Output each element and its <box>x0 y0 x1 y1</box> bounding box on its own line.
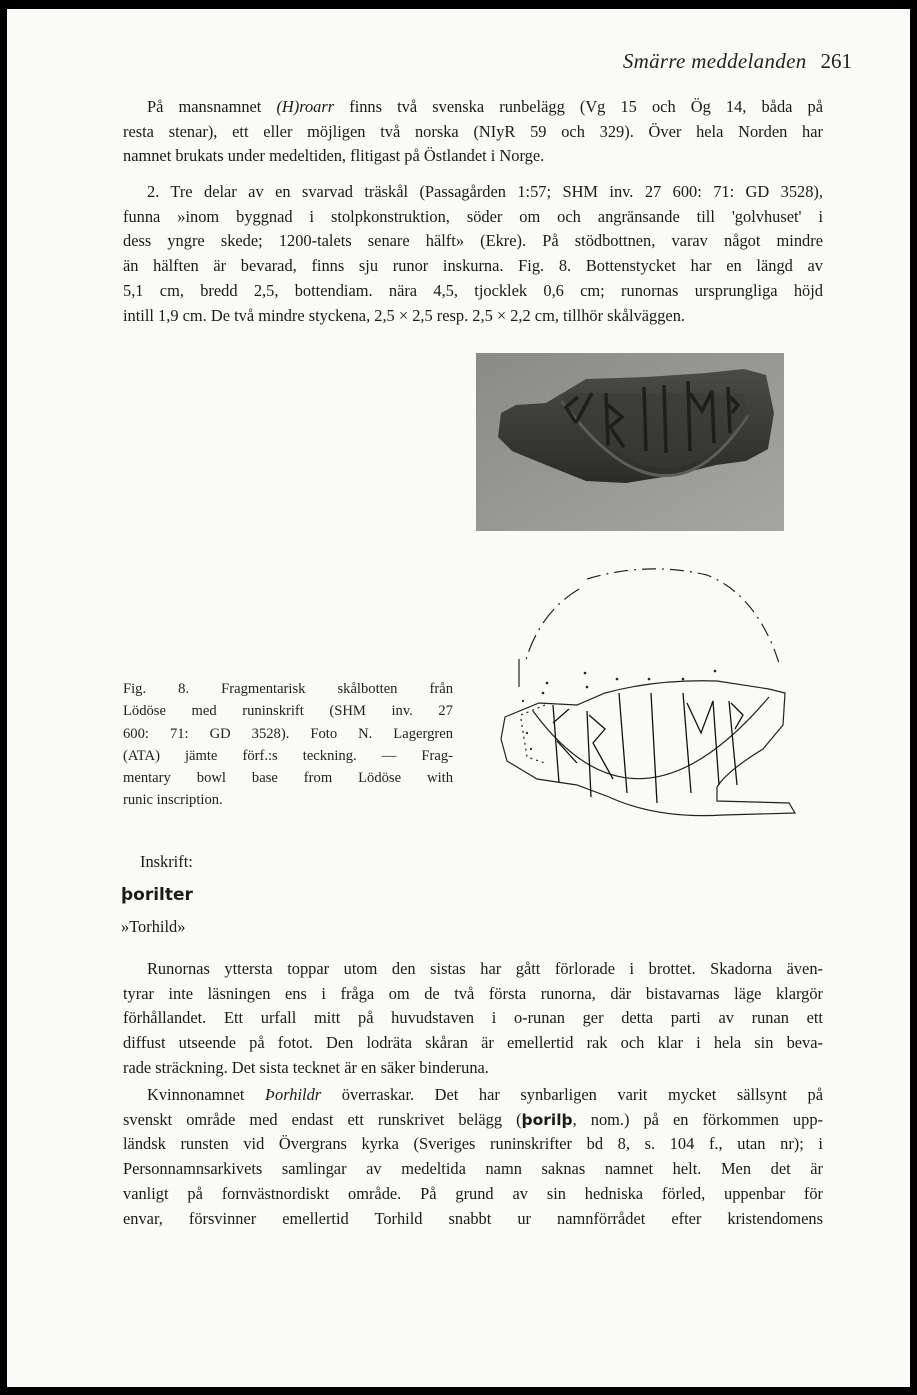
text-line: funna »inom byggnad i stolpkonstruktion, söder om och angränsande till 'golvhuset' i <box>123 206 823 226</box>
text-line: 2. Tre delar av en svarvad träskål (Passagården 1:57; SHM inv. 27 600: 71: GD 3528), <box>147 182 823 201</box>
text-line: diffust utseende på fotot. Den lodräta skåran är emellertid rak och klar i hela sin beva- <box>123 1033 823 1053</box>
running-header-title: Smärre meddelanden <box>622 49 807 73</box>
text-line: Runornas yttersta toppar utom den sistas har gått förlorade i brottet. Skadorna även- <box>147 959 823 978</box>
paragraph-bowl-description <box>123 180 823 328</box>
caption-line: Fig. 8. Fragmentarisk skålbotten från <box>123 681 453 697</box>
text-line: Kvinnonamnet Þorhildr överraskar. Det har synbarligen varit mycket sällsynt på <box>147 1085 824 1104</box>
figure-caption <box>123 678 453 812</box>
paragraph-roarr <box>123 95 823 169</box>
text-line: 5,1 cm, bredd 2,5, bottendiam. nära 4,5, tjocklek 0,6 cm; runornas ursprungliga höjd <box>123 280 823 300</box>
text-line: rade sträckning. Det sista tecknet är en säker binderuna. <box>123 1057 489 1077</box>
runic-inscription: þorilter <box>121 885 193 905</box>
text-line: än hälften är bevarad, finns sju runor inskurna. Fig. 8. Bottenstycket har en längd av <box>123 256 823 276</box>
italic-name: (H)roarr <box>276 97 335 116</box>
caption-line: Lödöse med runinskrift (SHM inv. 27 <box>123 703 453 720</box>
inscription-label: Inskrift: <box>140 852 193 871</box>
bowl-fragment-photo <box>476 353 784 531</box>
text-line: intill 1,9 cm. De två mindre styckena, 2,5 × 2,5 resp. 2,5 × 2,2 cm, tillhör skålväggen. <box>123 305 686 325</box>
caption-line: 600: 71: GD 3528). Foto N. Lagergren <box>123 725 453 742</box>
running-header <box>623 49 852 74</box>
text-line: ländsk runsten vid Övergrans kyrka (Sveriges runinskrifter bd 8, s. 104 f., utan nr); i <box>123 1134 823 1154</box>
text-line: På mansnamnet (H)roarr finns två svenska runbelägg (Vg 15 och Ög 14, båda på <box>147 97 823 116</box>
text-line: förhållandet. Ett urfall mitt på huvudstaven i o-runan ger detta parti av runan ett <box>123 1008 823 1028</box>
bowl-fragment-drawing <box>487 553 809 825</box>
inscription-transliteration: »Torhild» <box>121 917 186 936</box>
paragraph-reading-notes <box>123 957 823 1081</box>
page-number: 261 <box>820 49 852 73</box>
text-line: resta stenar), ett eller möjligen två norska (NIyR 59 och 329). Över hela Norden har <box>123 121 823 141</box>
book-page <box>7 9 910 1387</box>
text-line: namnet brukats under medeltiden, flitigast på Östlandet i Norge. <box>123 146 545 166</box>
caption-line: runic inscription. <box>123 792 223 809</box>
caption-line: mentary bowl base from Lödöse with <box>123 770 453 787</box>
italic-name: Þorhildr <box>265 1085 322 1104</box>
runic-inline-word: þorilþ <box>521 1110 573 1129</box>
text-line: envar, försvinner emellertid Torhild snabbt ur namnförrådet efter kristendomens <box>123 1208 823 1228</box>
text-line: vanligt på fornvästnordiskt område. På grund av sin hedniska förled, uppenbar för <box>123 1183 823 1203</box>
text-line: tyrar inte läsningen ens i fråga om de två första runorna, där bistavarnas läge klargör <box>123 983 823 1003</box>
text-line: Personnamnsarkivets samlingar av medeltida namn saknas namnet helt. Men det är <box>123 1159 823 1179</box>
paragraph-name-discussion <box>123 1083 823 1231</box>
text-line: dess yngre skede; 1200-talets senare hälft» (Ekre). På stödbottnen, varav något mindre <box>123 231 823 251</box>
text-line: svenskt område med endast ett runskrivet belägg (þorilþ, nom.) på en förkommen upp- <box>123 1109 823 1129</box>
caption-line: (ATA) jämte förf.:s teckning. — Frag- <box>123 747 453 764</box>
